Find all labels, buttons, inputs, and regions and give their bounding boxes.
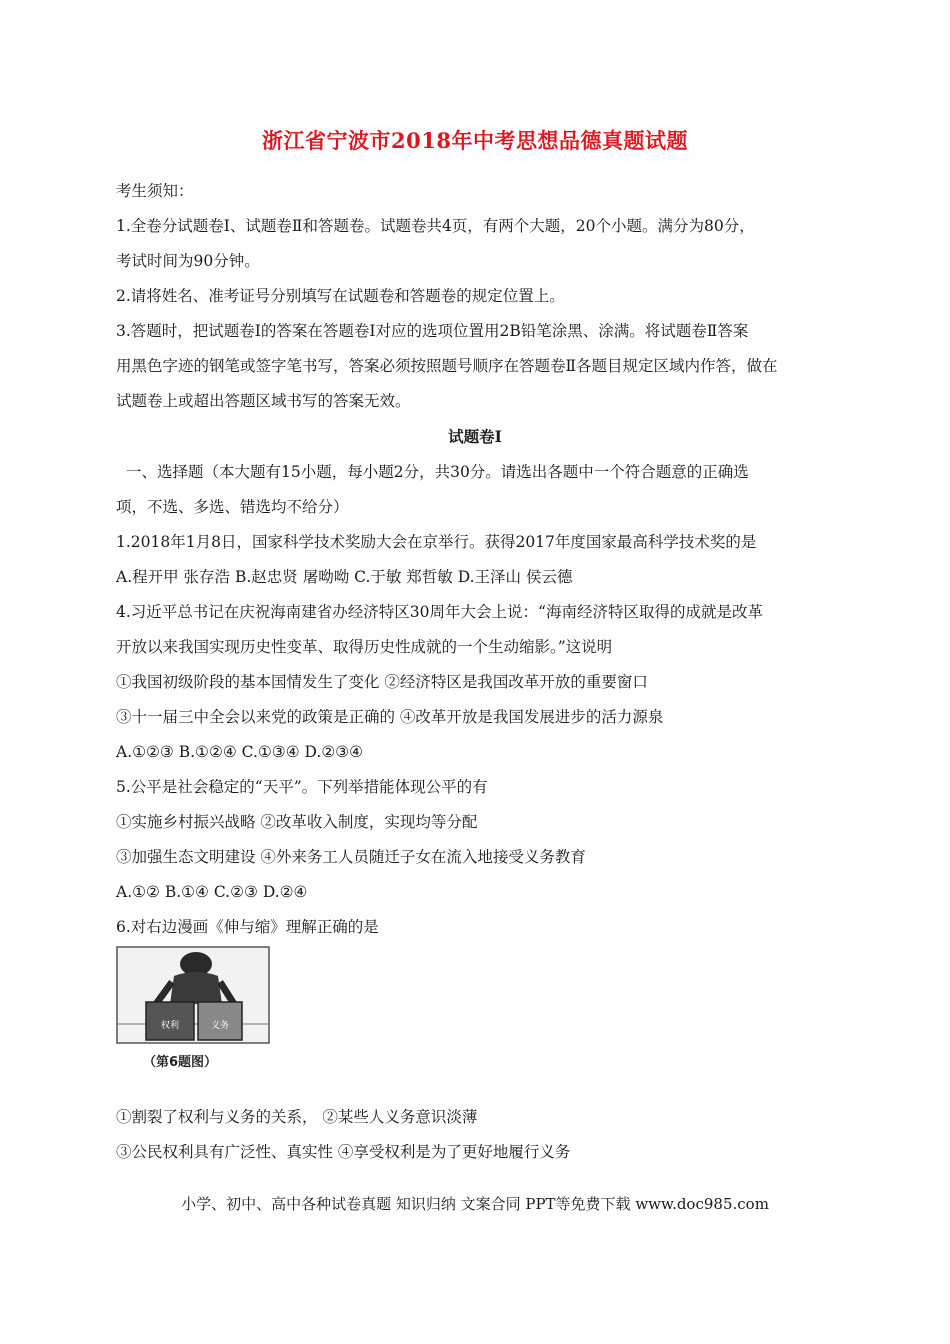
question-statements: ①割裂了权利与义务的关系， ②某些人义务意识淡薄	[116, 1108, 478, 1126]
box-label-duties: 义务	[210, 1021, 230, 1031]
question-stem: 5.公平是社会稳定的“天平”。下列举措能体现公平的有	[116, 778, 488, 796]
question-stem: 开放以来我国实现历史性变革、取得历史性成就的一个生动缩影。”这说明	[116, 638, 613, 656]
question-stem: 6.对右边漫画《伸与缩》理解正确的是	[116, 918, 379, 936]
notice-line: 用黑色字迹的钢笔或签字笔书写，答案必须按照题号顺序在答题卷Ⅱ各题目规定区域内作答，做在	[116, 357, 778, 375]
box-label-rights: 权利	[160, 1021, 180, 1031]
section-title: 试题卷Ⅰ	[448, 427, 502, 446]
question-stem: 1.2018年1月8日，国家科学技术奖励大会在京举行。获得2017年度国家最高科学技术奖的是	[116, 533, 757, 551]
notice-line: 1.全卷分试题卷Ⅰ、试题卷Ⅱ和答题卷。试题卷共4页，有两个大题，20个小题。满分为80分，	[116, 217, 755, 235]
question-options: A.①② B.①④ C.②③ D.②④	[116, 883, 308, 901]
question-statements: ①我国初级阶段的基本国情发生了变化 ②经济特区是我国改革开放的重要窗口	[116, 673, 648, 691]
notice-line: 2.请将姓名、准考证号分别填写在试题卷和答题卷的规定位置上。	[116, 287, 565, 305]
cartoon-figure	[116, 946, 270, 1074]
notice-heading: 考生须知：	[116, 182, 194, 200]
page-title: 浙江省宁波市2018年中考思想品德真题试题	[262, 128, 688, 153]
notice-line: 考试时间为90分钟。	[116, 252, 260, 270]
figure-caption: （第6题图）	[142, 1055, 218, 1070]
question-statements: ③十一届三中全会以来党的政策是正确的 ④改革开放是我国发展进步的活力源泉	[116, 708, 664, 726]
part-intro: 项，不选、多选、错选均不给分）	[116, 498, 349, 516]
notice-line: 3.答题时，把试题卷Ⅰ的答案在答题卷Ⅰ对应的选项位置用2B铅笔涂黑、涂满。将试题卷Ⅱ答案	[116, 322, 749, 340]
question-statements: ①实施乡村振兴战略 ②改革收入制度，实现均等分配	[116, 813, 478, 831]
question-stem: 4.习近平总书记在庆祝海南建省办经济特区30周年大会上说：“海南经济特区取得的成就是改革	[116, 603, 763, 621]
question-statements: ③加强生态文明建设 ④外来务工人员随迁子女在流入地接受义务教育	[116, 848, 586, 866]
page-footer: 小学、初中、高中各种试卷真题 知识归纳 文案合同 PPT等免费下载 www.doc985.com	[181, 1195, 769, 1213]
question-statements: ③公民权利具有广泛性、真实性 ④享受权利是为了更好地履行义务	[116, 1143, 571, 1161]
notice-line: 试题卷上或超出答题区域书写的答案无效。	[116, 392, 411, 410]
part-intro: 一、选择题（本大题有15小题，每小题2分，共30分。请选出各题中一个符合题意的正确选	[126, 463, 749, 481]
question-options: A.①②③ B.①②④ C.①③④ D.②③④	[116, 743, 364, 761]
question-options: A.程开甲 张存浩 B.赵忠贤 屠呦呦 C.于敏 郑哲敏 D.王泽山 侯云德	[116, 568, 573, 586]
